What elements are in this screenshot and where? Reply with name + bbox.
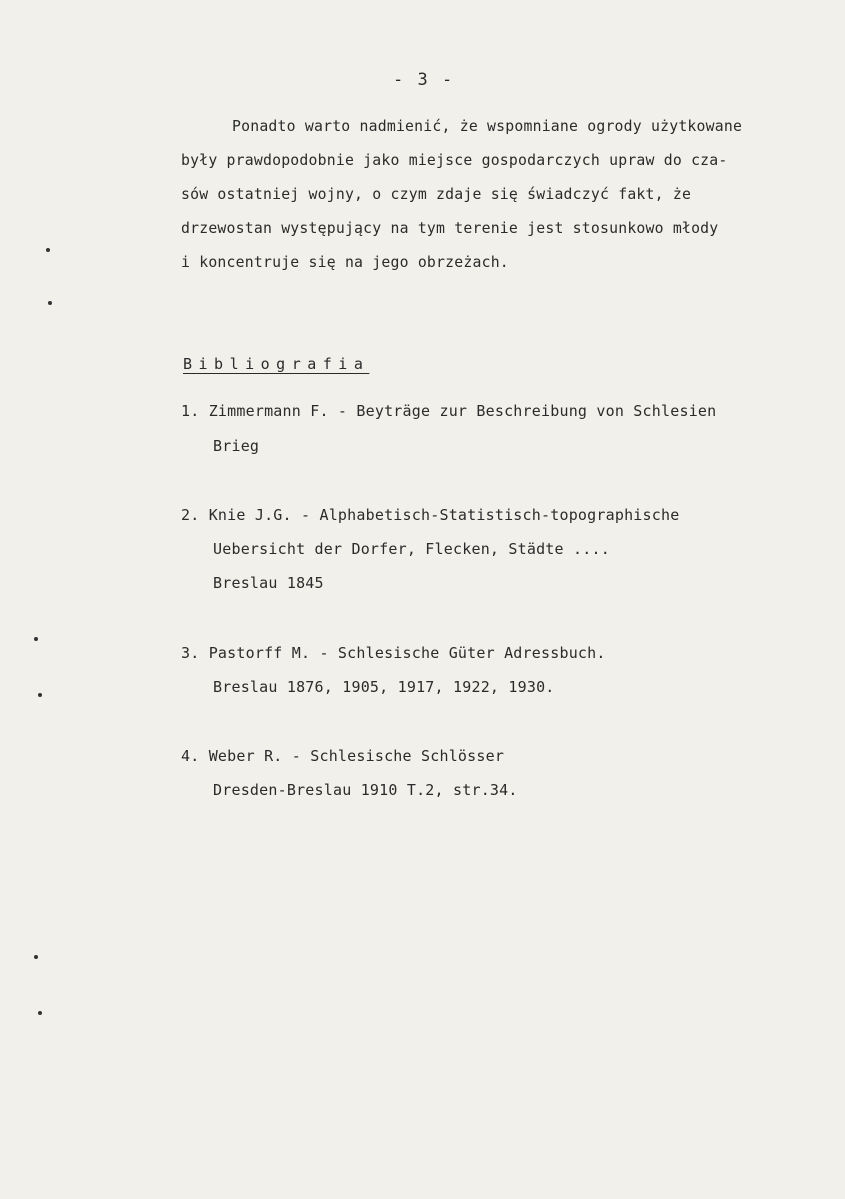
paragraph-line-2: były prawdopodobnie jako miejsce gospodarczych upraw do cza- xyxy=(181,152,728,169)
bibliography-entry-3-line-1: 3. Pastorff M. - Schlesische Güter Adressbuch. xyxy=(181,644,606,662)
paragraph-line-5: i koncentruje się na jego obrzeżach. xyxy=(181,254,509,271)
bibliography-entry-2-line-3: Breslau 1845 xyxy=(213,574,324,592)
margin-speck xyxy=(46,248,50,252)
bibliography-entry-1-line-1: 1. Zimmermann F. - Beyträge zur Beschreibung von Schlesien xyxy=(181,402,717,420)
bibliography-entry-4-line-1: 4. Weber R. - Schlesische Schlösser xyxy=(181,747,505,765)
paragraph-line-3: sów ostatniej wojny, o czym zdaje się świadczyć fakt, że xyxy=(181,186,692,203)
paragraph-line-4: drzewostan występujący na tym terenie jest stosunkowo młody xyxy=(181,220,719,237)
margin-speck xyxy=(38,693,42,697)
margin-speck xyxy=(38,1011,42,1015)
bibliography-entry-2-line-2: Uebersicht der Dorfer, Flecken, Städte .... xyxy=(213,540,610,558)
bibliography-heading: Bibliografia xyxy=(183,355,370,373)
margin-speck xyxy=(34,637,38,641)
paragraph-line-1: Ponadto warto nadmienić, że wspomniane ogrody użytkowane xyxy=(232,118,743,135)
bibliography-entry-3-line-2: Breslau 1876, 1905, 1917, 1922, 1930. xyxy=(213,678,555,696)
bibliography-entry-2-line-1: 2. Knie J.G. - Alphabetisch-Statistisch-topographische xyxy=(181,506,680,524)
margin-speck xyxy=(34,955,38,959)
bibliography-entry-1-line-2: Brieg xyxy=(213,437,260,455)
page-number: - 3 - xyxy=(393,70,455,90)
bibliography-entry-4-line-2: Dresden-Breslau 1910 T.2, str.34. xyxy=(213,781,518,799)
margin-speck xyxy=(48,301,52,305)
